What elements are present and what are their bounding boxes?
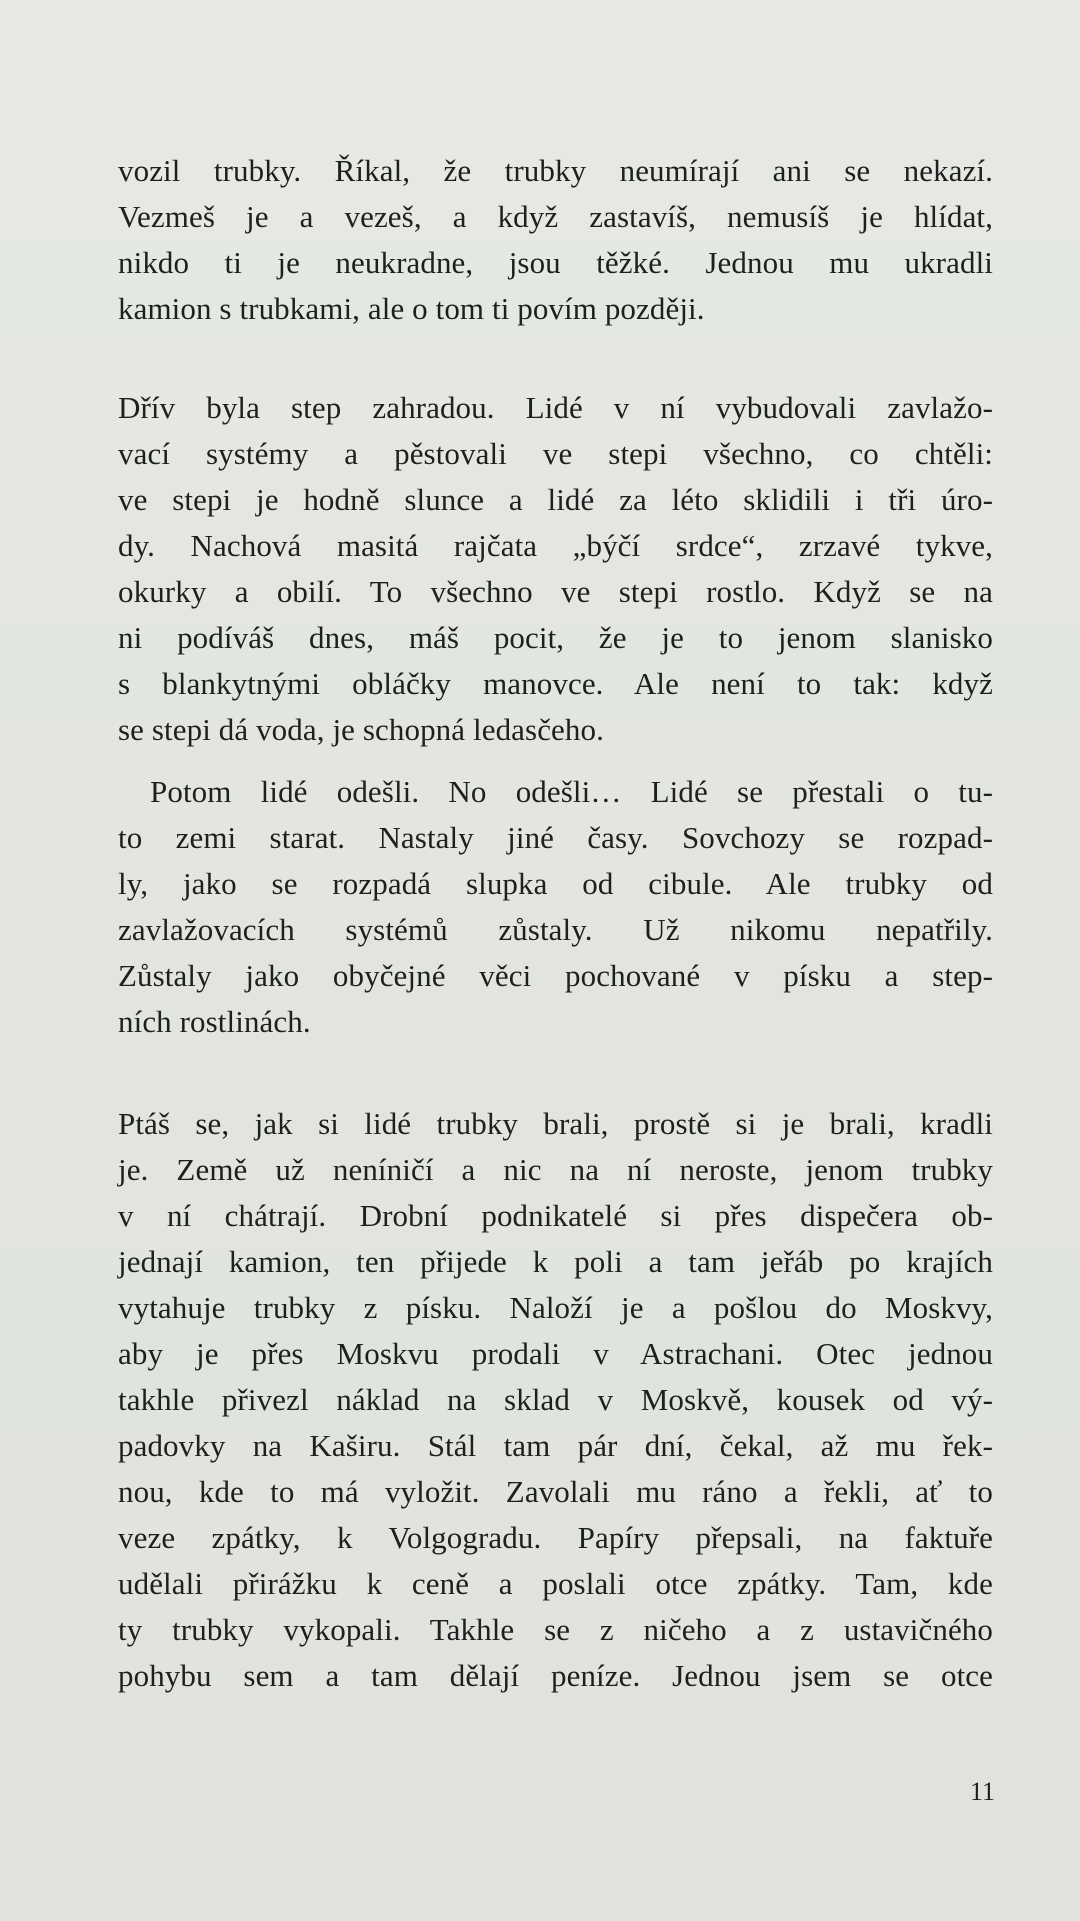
text-line: aby je přes Moskvu prodali v Astrachani. Otec jednou bbox=[118, 1336, 993, 1371]
text-line: kamion s trubkami, ale o tom ti povím později. bbox=[118, 291, 705, 326]
text-line: ve stepi je hodně slunce a lidé za léto sklidili i tři úro- bbox=[118, 482, 993, 517]
text-line: ních rostlinách. bbox=[118, 1004, 311, 1039]
text-line: to zemi starat. Nastaly jiné časy. Sovchozy se rozpad- bbox=[118, 820, 993, 855]
text-line: ni podíváš dnes, máš pocit, že je to jenom slanisko bbox=[118, 620, 993, 655]
text-line: okurky a obilí. To všechno ve stepi rostlo. Když se na bbox=[118, 574, 993, 609]
paragraph-2 bbox=[118, 385, 993, 753]
text-line: vytahuje trubky z písku. Naloží je a pošlou do Moskvy, bbox=[118, 1290, 993, 1325]
text-line: veze zpátky, k Volgogradu. Papíry přepsali, na faktuře bbox=[118, 1520, 993, 1555]
paragraph-1 bbox=[118, 148, 993, 332]
text-line: pohybu sem a tam dělají peníze. Jednou jsem se otce bbox=[118, 1658, 993, 1693]
text-line: jednají kamion, ten přijede k poli a tam jeřáb po krajích bbox=[118, 1244, 993, 1279]
paragraph-3 bbox=[118, 769, 993, 1045]
text-line: Dřív byla step zahradou. Lidé v ní vybudovali zavlažo- bbox=[118, 390, 993, 425]
text-line: vací systémy a pěstovali ve stepi všechno, co chtěli: bbox=[118, 436, 993, 471]
text-line: s blankytnými obláčky manovce. Ale není to tak: když bbox=[118, 666, 993, 701]
text-line: nou, kde to má vyložit. Zavolali mu ráno a řekli, ať to bbox=[118, 1474, 993, 1509]
text-line: udělali přirážku k ceně a poslali otce zpátky. Tam, kde bbox=[118, 1566, 993, 1601]
text-line: zavlažovacích systémů zůstaly. Už nikomu nepatřily. bbox=[118, 912, 993, 947]
text-line: se stepi dá voda, je schopná ledasčeho. bbox=[118, 712, 604, 747]
text-line: Potom lidé odešli. No odešli… Lidé se přestali o tu- bbox=[150, 774, 993, 809]
text-line: Zůstaly jako obyčejné věci pochované v písku a step- bbox=[118, 958, 993, 993]
text-line: Vezmeš je a vezeš, a když zastavíš, nemusíš je hlídat, bbox=[118, 199, 993, 234]
text-line: ly, jako se rozpadá slupka od cibule. Ale trubky od bbox=[118, 866, 993, 901]
text-line: ty trubky vykopali. Takhle se z ničeho a z ustavičného bbox=[118, 1612, 993, 1647]
text-line: vozil trubky. Říkal, že trubky neumírají ani se nekazí. bbox=[118, 153, 993, 188]
text-line: v ní chátrají. Drobní podnikatelé si přes dispečera ob- bbox=[118, 1198, 993, 1233]
text-line: padovky na Kaširu. Stál tam pár dní, čekal, až mu řek- bbox=[118, 1428, 993, 1463]
text-line: dy. Nachová masitá rajčata „býčí srdce“, zrzavé tykve, bbox=[118, 528, 993, 563]
text-line: takhle přivezl náklad na sklad v Moskvě, kousek od vý- bbox=[118, 1382, 993, 1417]
text-line: Ptáš se, jak si lidé trubky brali, prostě si je brali, kradli bbox=[118, 1106, 993, 1141]
text-line: nikdo ti je neukradne, jsou těžké. Jednou mu ukradli bbox=[118, 245, 993, 280]
page-number: 11 bbox=[969, 1777, 995, 1806]
text-line: je. Země už neníničí a nic na ní neroste, jenom trubky bbox=[118, 1152, 993, 1187]
paragraph-4 bbox=[118, 1101, 993, 1699]
